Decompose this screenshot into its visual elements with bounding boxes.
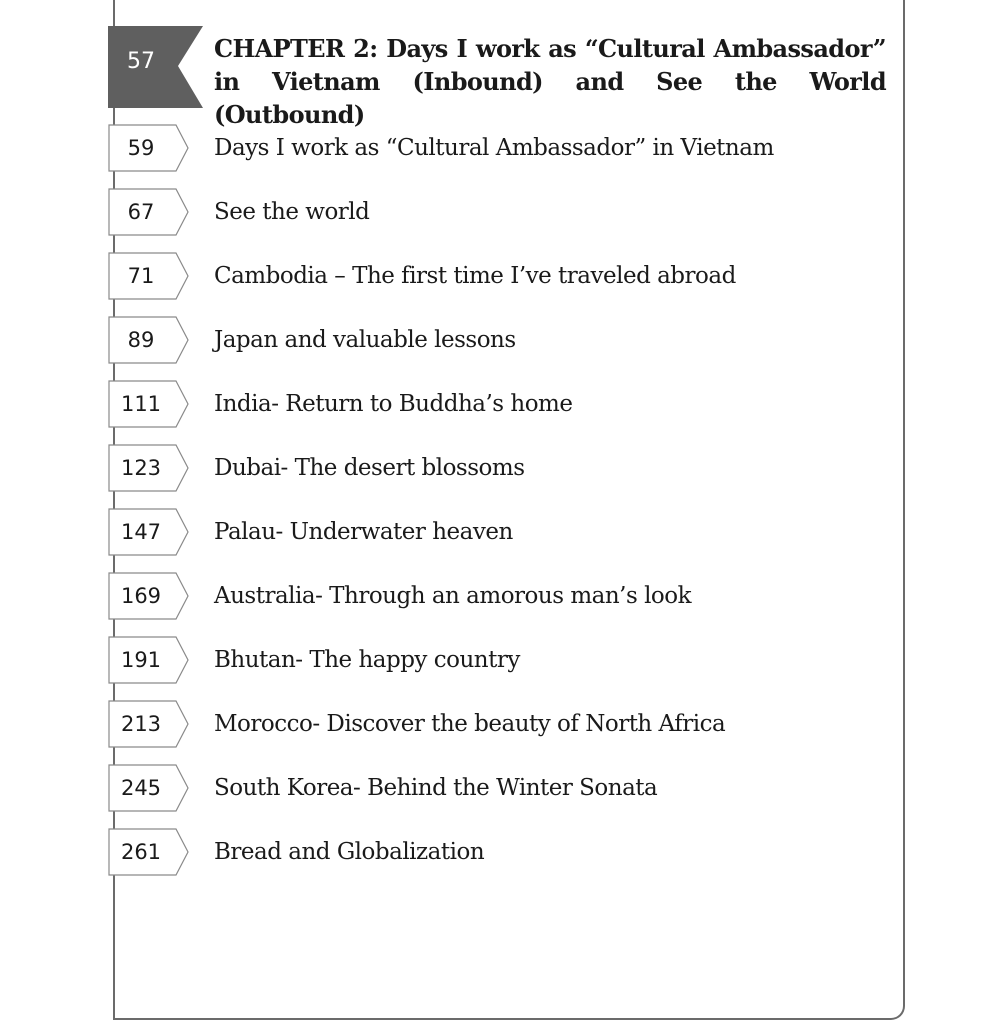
page-number: 59 <box>127 136 155 160</box>
page-tab <box>108 636 190 684</box>
toc-entry[interactable] <box>0 572 992 620</box>
page-number: 147 <box>120 520 162 544</box>
page-tab <box>108 444 190 492</box>
entry-title: Australia- Through an amorous man’s look <box>214 583 692 609</box>
entry-title: See the world <box>214 199 370 225</box>
entry-title: Bread and Globalization <box>214 839 485 865</box>
page-tab <box>108 572 190 620</box>
page-tab <box>108 380 190 428</box>
entry-title: India- Return to Buddha’s home <box>214 391 573 417</box>
page-tab <box>108 188 190 236</box>
page-tab <box>108 700 190 748</box>
page-number: 71 <box>127 264 155 288</box>
entry-title: Days I work as “Cultural Ambassador” in Vietnam <box>214 135 774 161</box>
page-tab <box>108 764 190 812</box>
toc-entry[interactable] <box>0 764 992 812</box>
page-tab <box>108 316 190 364</box>
entry-title: South Korea- Behind the Winter Sonata <box>214 775 658 801</box>
toc-entry[interactable] <box>0 316 992 364</box>
page-number: 67 <box>127 200 155 224</box>
page-number: 89 <box>127 328 155 352</box>
entry-title: Cambodia – The first time I’ve traveled abroad <box>214 263 736 289</box>
page-number: 213 <box>120 712 162 736</box>
chapter-page-number: 57 <box>127 49 155 74</box>
toc-entry[interactable] <box>0 444 992 492</box>
page-number: 111 <box>120 392 162 416</box>
toc-entry[interactable] <box>0 252 992 300</box>
page-number: 245 <box>120 776 162 800</box>
page-number: 261 <box>120 840 162 864</box>
toc-entry[interactable] <box>0 380 992 428</box>
page-number: 169 <box>120 584 162 608</box>
toc-entry[interactable] <box>0 188 992 236</box>
entry-title: Morocco- Discover the beauty of North Africa <box>214 711 726 737</box>
page-tab <box>108 828 190 876</box>
page-tab <box>108 124 190 172</box>
entry-title: Bhutan- The happy country <box>214 647 520 673</box>
toc-entry[interactable] <box>0 828 992 876</box>
chapter-title: CHAPTER 2: Days I work as “Cultural Ambassador” in Vietnam (Inbound) and See the World (Outbound) <box>214 34 886 129</box>
entry-title: Palau- Underwater heaven <box>214 519 513 545</box>
entry-title: Dubai- The desert blossoms <box>214 455 525 481</box>
page-tab <box>108 252 190 300</box>
page-number: 191 <box>120 648 162 672</box>
toc-entry[interactable] <box>0 700 992 748</box>
page-tab <box>108 508 190 556</box>
toc-entry[interactable] <box>0 124 992 172</box>
toc-entry[interactable] <box>0 636 992 684</box>
toc-entry[interactable] <box>0 508 992 556</box>
entry-title: Japan and valuable lessons <box>214 327 516 353</box>
page-number: 123 <box>120 456 162 480</box>
